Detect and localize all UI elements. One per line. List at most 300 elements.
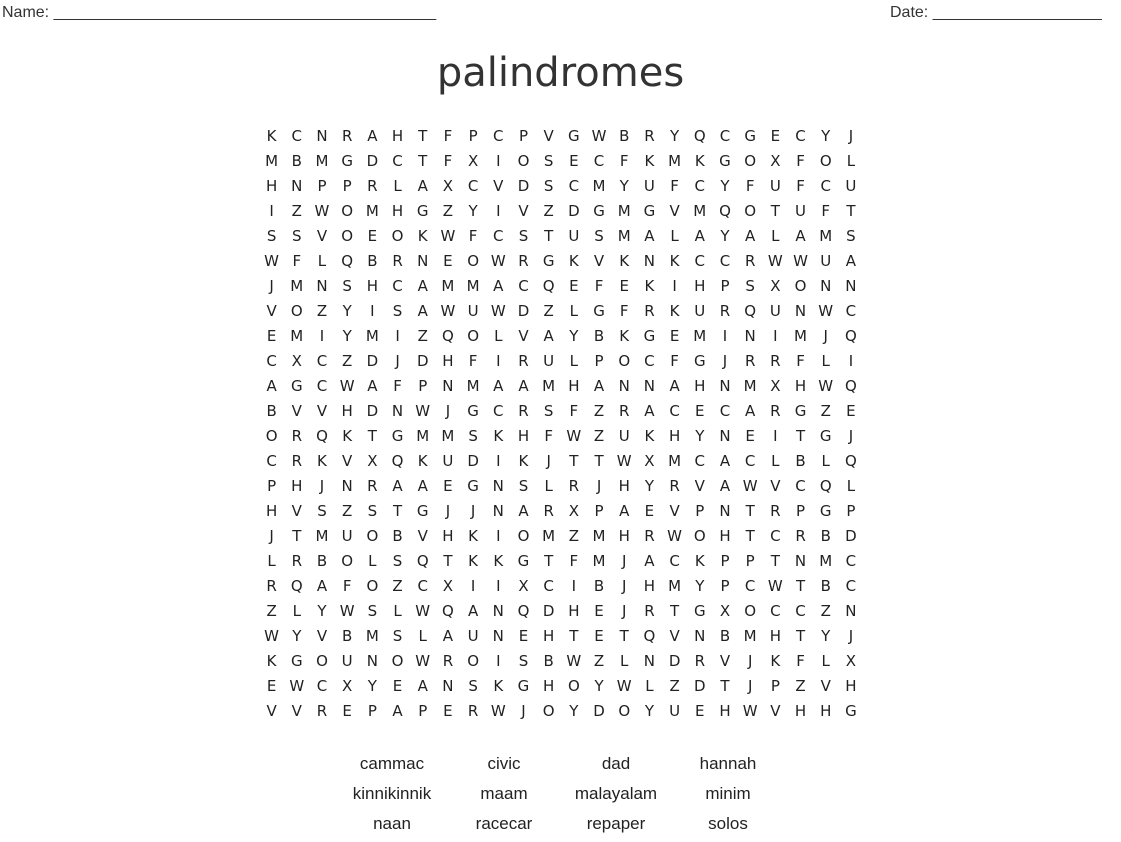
grid-letter[interactable]: I — [496, 452, 501, 470]
grid-letter[interactable]: K — [493, 677, 504, 695]
grid-letter[interactable]: U — [643, 177, 655, 195]
grid-letter[interactable]: Q — [290, 577, 303, 595]
grid-letter[interactable]: H — [543, 627, 555, 645]
grid-letter[interactable]: Y — [569, 327, 579, 345]
grid-letter[interactable]: N — [492, 502, 504, 520]
grid-letter[interactable]: V — [669, 202, 680, 220]
grid-letter[interactable]: H — [517, 427, 530, 445]
grid-letter[interactable]: M — [668, 152, 682, 170]
grid-letter[interactable]: N — [316, 127, 328, 145]
grid-letter[interactable]: M — [617, 227, 631, 245]
grid-letter[interactable]: G — [744, 127, 756, 145]
grid-letter[interactable]: S — [468, 427, 478, 445]
grid-letter[interactable]: H — [341, 402, 353, 420]
grid-letter[interactable]: W — [616, 452, 632, 470]
grid-letter[interactable]: N — [794, 552, 807, 570]
grid-letter[interactable]: E — [569, 277, 579, 295]
grid-letter[interactable]: S — [342, 277, 352, 295]
grid-letter[interactable]: E — [619, 277, 629, 295]
grid-letter[interactable]: Y — [644, 702, 654, 720]
grid-letter[interactable]: G — [845, 702, 857, 720]
grid-letter[interactable]: Q — [341, 252, 354, 270]
grid-letter[interactable]: U — [341, 652, 353, 670]
grid-letter[interactable]: N — [442, 377, 454, 395]
grid-letter[interactable]: S — [846, 227, 856, 245]
grid-letter[interactable]: L — [620, 652, 629, 670]
grid-letter[interactable]: C — [694, 252, 706, 270]
grid-letter[interactable]: M — [819, 552, 833, 570]
grid-letter[interactable]: A — [316, 577, 328, 595]
grid-letter[interactable]: R — [341, 127, 353, 145]
grid-letter[interactable]: V — [291, 702, 302, 720]
grid-letter[interactable]: Q — [442, 327, 454, 345]
grid-letter[interactable]: R — [543, 502, 554, 520]
grid-letter[interactable]: V — [543, 127, 554, 145]
grid-letter[interactable]: J — [269, 277, 274, 295]
grid-letter[interactable]: U — [543, 352, 555, 370]
grid-letter[interactable]: D — [517, 177, 530, 195]
grid-letter[interactable]: R — [770, 402, 781, 420]
grid-letter[interactable]: G — [593, 302, 605, 320]
grid-letter[interactable]: U — [820, 252, 832, 270]
grid-letter[interactable]: B — [367, 252, 378, 270]
grid-letter[interactable]: M — [365, 327, 379, 345]
grid-letter[interactable]: P — [745, 552, 755, 570]
grid-letter[interactable]: X — [770, 152, 781, 170]
grid-letter[interactable]: W — [415, 602, 431, 620]
grid-letter[interactable]: M — [466, 377, 480, 395]
grid-letter[interactable]: W — [742, 477, 758, 495]
grid-letter[interactable]: U — [568, 227, 580, 245]
grid-letter[interactable]: H — [391, 127, 404, 145]
grid-letter[interactable]: A — [417, 177, 428, 195]
grid-letter[interactable]: J — [521, 702, 526, 720]
grid-letter[interactable]: R — [719, 302, 731, 320]
grid-letter[interactable]: M — [265, 152, 279, 170]
grid-letter[interactable]: T — [770, 552, 780, 570]
grid-letter[interactable]: G — [693, 602, 706, 620]
grid-letter[interactable]: L — [821, 452, 830, 470]
grid-letter[interactable]: A — [392, 477, 403, 495]
grid-letter[interactable]: R — [291, 427, 302, 445]
grid-letter[interactable]: O — [794, 277, 807, 295]
grid-letter[interactable]: C — [543, 577, 554, 595]
grid-letter[interactable]: L — [267, 552, 276, 570]
grid-letter[interactable]: D — [845, 527, 857, 545]
grid-letter[interactable]: J — [395, 352, 400, 370]
grid-letter[interactable]: I — [496, 577, 501, 595]
grid-letter[interactable]: E — [594, 627, 604, 645]
grid-letter[interactable]: G — [517, 677, 530, 695]
grid-letter[interactable]: O — [366, 527, 379, 545]
grid-letter[interactable]: M — [819, 227, 833, 245]
grid-letter[interactable]: O — [290, 302, 303, 320]
grid-letter[interactable]: C — [669, 402, 680, 420]
grid-letter[interactable]: Y — [317, 602, 327, 620]
grid-letter[interactable]: S — [392, 552, 403, 570]
grid-letter[interactable]: Q — [391, 452, 404, 470]
grid-letter[interactable]: A — [417, 302, 428, 320]
grid-letter[interactable]: W — [742, 702, 758, 720]
grid-letter[interactable]: G — [341, 152, 353, 170]
grid-letter[interactable]: U — [467, 302, 479, 320]
grid-letter[interactable]: V — [518, 327, 529, 345]
grid-letter[interactable]: R — [367, 477, 378, 495]
grid-letter[interactable]: F — [619, 302, 629, 320]
grid-letter[interactable]: H — [845, 677, 857, 695]
grid-letter[interactable]: M — [542, 377, 556, 395]
grid-letter[interactable]: C — [770, 602, 781, 620]
grid-letter[interactable]: R — [744, 352, 756, 370]
grid-letter[interactable]: Z — [291, 202, 302, 220]
grid-letter[interactable]: E — [443, 477, 453, 495]
grid-letter[interactable]: G — [643, 202, 656, 220]
grid-letter[interactable]: O — [467, 327, 479, 345]
grid-letter[interactable]: S — [392, 302, 403, 320]
grid-letter[interactable]: B — [266, 402, 277, 420]
grid-letter[interactable]: P — [418, 702, 428, 720]
grid-letter[interactable]: B — [619, 127, 630, 145]
grid-letter[interactable]: G — [517, 552, 530, 570]
grid-letter[interactable]: T — [443, 552, 453, 570]
grid-letter[interactable]: C — [467, 177, 479, 195]
grid-letter[interactable]: A — [417, 277, 428, 295]
grid-letter[interactable]: O — [618, 352, 631, 370]
grid-letter[interactable]: V — [316, 227, 328, 245]
grid-letter[interactable]: C — [820, 177, 831, 195]
grid-letter[interactable]: Z — [669, 677, 680, 695]
grid-letter[interactable]: R — [644, 127, 655, 145]
grid-letter[interactable]: Z — [820, 402, 831, 420]
grid-letter[interactable]: I — [370, 302, 375, 320]
grid-letter[interactable]: N — [492, 477, 504, 495]
grid-letter[interactable]: N — [492, 602, 504, 620]
grid-letter[interactable]: B — [316, 552, 328, 570]
grid-letter[interactable]: C — [845, 552, 857, 570]
grid-letter[interactable]: E — [443, 702, 453, 720]
grid-letter[interactable]: H — [391, 202, 404, 220]
grid-letter[interactable]: O — [341, 202, 354, 220]
grid-letter[interactable]: R — [644, 602, 655, 620]
grid-letter[interactable]: W — [289, 677, 305, 695]
grid-letter[interactable]: T — [569, 452, 579, 470]
grid-letter[interactable]: D — [517, 302, 530, 320]
grid-letter[interactable]: S — [543, 177, 554, 195]
grid-letter[interactable]: F — [796, 177, 805, 195]
grid-letter[interactable]: J — [848, 627, 854, 645]
grid-letter[interactable]: T — [418, 127, 428, 145]
grid-letter[interactable]: R — [644, 302, 655, 320]
grid-letter[interactable]: B — [392, 527, 403, 545]
grid-letter[interactable]: A — [392, 702, 403, 720]
grid-letter[interactable]: V — [316, 627, 328, 645]
grid-letter[interactable]: W — [339, 377, 355, 395]
grid-letter[interactable]: I — [773, 327, 778, 345]
grid-letter[interactable]: O — [693, 527, 706, 545]
grid-letter[interactable]: M — [290, 277, 304, 295]
grid-letter[interactable]: C — [392, 152, 403, 170]
grid-letter[interactable]: W — [314, 202, 330, 220]
grid-letter[interactable]: W — [793, 252, 808, 270]
grid-letter[interactable]: C — [493, 127, 504, 145]
grid-letter[interactable]: P — [468, 127, 478, 145]
grid-letter[interactable]: B — [543, 652, 554, 670]
grid-letter[interactable]: M — [365, 627, 379, 645]
grid-letter[interactable]: O — [366, 577, 379, 595]
grid-letter[interactable]: W — [440, 227, 456, 245]
grid-letter[interactable]: L — [670, 227, 679, 245]
grid-letter[interactable]: I — [496, 527, 501, 545]
grid-letter[interactable]: F — [544, 427, 553, 445]
grid-letter[interactable]: Y — [695, 577, 705, 595]
grid-letter[interactable]: A — [266, 377, 277, 395]
grid-letter[interactable]: K — [770, 652, 781, 670]
grid-letter[interactable]: V — [770, 477, 781, 495]
grid-letter[interactable]: C — [493, 402, 504, 420]
grid-letter[interactable]: C — [644, 352, 655, 370]
grid-letter[interactable]: K — [493, 552, 504, 570]
grid-letter[interactable]: G — [643, 327, 656, 345]
grid-letter[interactable]: A — [417, 477, 428, 495]
grid-letter[interactable]: S — [745, 277, 755, 295]
grid-letter[interactable]: T — [544, 227, 554, 245]
grid-letter[interactable]: G — [467, 477, 479, 495]
grid-letter[interactable]: R — [291, 452, 302, 470]
grid-letter[interactable]: O — [341, 227, 354, 245]
grid-letter[interactable]: G — [391, 427, 404, 445]
grid-letter[interactable]: K — [417, 452, 428, 470]
grid-letter[interactable]: M — [743, 627, 757, 645]
grid-letter[interactable]: X — [770, 377, 781, 395]
grid-letter[interactable]: N — [694, 627, 706, 645]
grid-letter[interactable]: M — [365, 202, 379, 220]
grid-letter[interactable]: W — [767, 577, 783, 595]
grid-letter[interactable]: E — [266, 327, 277, 345]
grid-letter[interactable]: X — [467, 152, 479, 170]
grid-letter[interactable]: W — [566, 652, 582, 670]
grid-letter[interactable]: F — [745, 177, 755, 195]
grid-letter[interactable]: F — [821, 202, 831, 220]
grid-letter[interactable]: B — [291, 152, 302, 170]
grid-letter[interactable]: G — [542, 252, 555, 270]
grid-letter[interactable]: C — [493, 227, 504, 245]
grid-letter[interactable]: F — [670, 352, 679, 370]
grid-letter[interactable]: O — [517, 527, 530, 545]
grid-letter[interactable]: I — [848, 352, 854, 370]
grid-letter[interactable]: E — [695, 402, 705, 420]
grid-letter[interactable]: S — [292, 227, 302, 245]
grid-letter[interactable]: T — [770, 202, 780, 220]
grid-letter[interactable]: K — [619, 327, 630, 345]
grid-letter[interactable]: W — [415, 652, 431, 670]
grid-letter[interactable]: M — [592, 527, 606, 545]
grid-letter[interactable]: S — [468, 677, 478, 695]
grid-letter[interactable]: S — [317, 502, 327, 520]
grid-letter[interactable]: L — [569, 302, 579, 320]
grid-letter[interactable]: H — [618, 477, 630, 495]
grid-letter[interactable]: T — [846, 202, 856, 220]
grid-letter[interactable]: M — [441, 277, 455, 295]
grid-letter[interactable]: E — [669, 327, 680, 345]
grid-letter[interactable]: A — [694, 227, 705, 245]
grid-letter[interactable]: F — [468, 352, 478, 370]
grid-letter[interactable]: P — [770, 677, 780, 695]
grid-letter[interactable]: K — [518, 452, 529, 470]
grid-letter[interactable]: O — [265, 427, 278, 445]
grid-letter[interactable]: N — [291, 177, 303, 195]
grid-letter[interactable]: B — [795, 452, 806, 470]
grid-letter[interactable]: O — [341, 552, 354, 570]
grid-letter[interactable]: O — [542, 702, 555, 720]
grid-letter[interactable]: U — [795, 202, 807, 220]
grid-letter[interactable]: N — [643, 377, 656, 395]
grid-letter[interactable]: I — [496, 352, 501, 370]
grid-letter[interactable]: S — [594, 227, 604, 245]
grid-letter[interactable]: G — [819, 502, 832, 520]
grid-letter[interactable]: C — [568, 177, 580, 195]
grid-letter[interactable]: G — [290, 652, 303, 670]
grid-letter[interactable]: K — [694, 552, 705, 570]
grid-letter[interactable]: Y — [292, 627, 302, 645]
grid-letter[interactable]: W — [566, 427, 582, 445]
grid-letter[interactable]: X — [442, 577, 454, 595]
grid-letter[interactable]: G — [290, 377, 303, 395]
grid-letter[interactable]: N — [719, 427, 731, 445]
grid-letter[interactable]: G — [693, 352, 706, 370]
grid-letter[interactable]: L — [846, 152, 856, 170]
grid-letter[interactable]: W — [667, 527, 683, 545]
grid-letter[interactable]: M — [592, 552, 606, 570]
grid-letter[interactable]: U — [769, 177, 781, 195]
grid-letter[interactable]: L — [368, 552, 377, 570]
grid-letter[interactable]: T — [795, 427, 806, 445]
grid-letter[interactable]: A — [719, 477, 731, 495]
grid-letter[interactable]: F — [292, 252, 302, 270]
grid-letter[interactable]: T — [795, 577, 806, 595]
grid-letter[interactable]: M — [315, 152, 329, 170]
grid-letter[interactable]: O — [744, 152, 757, 170]
grid-letter[interactable]: G — [593, 202, 605, 220]
grid-letter[interactable]: R — [266, 577, 277, 595]
grid-letter[interactable]: T — [745, 527, 755, 545]
grid-letter[interactable]: A — [719, 452, 731, 470]
grid-letter[interactable]: F — [796, 152, 805, 170]
grid-letter[interactable]: Q — [719, 202, 731, 220]
grid-letter[interactable]: K — [468, 552, 479, 570]
grid-letter[interactable]: V — [266, 702, 277, 720]
grid-letter[interactable]: E — [342, 702, 352, 720]
grid-letter[interactable]: C — [593, 152, 605, 170]
grid-letter[interactable]: I — [496, 152, 501, 170]
grid-letter[interactable]: C — [316, 377, 328, 395]
grid-letter[interactable]: N — [845, 277, 857, 295]
grid-letter[interactable]: D — [668, 652, 681, 670]
grid-letter[interactable]: I — [496, 202, 501, 220]
grid-letter[interactable]: G — [794, 402, 807, 420]
grid-letter[interactable]: I — [773, 427, 778, 445]
grid-letter[interactable]: R — [669, 477, 680, 495]
grid-letter[interactable]: A — [493, 277, 504, 295]
grid-letter[interactable]: M — [542, 527, 556, 545]
grid-letter[interactable]: R — [694, 652, 705, 670]
grid-letter[interactable]: Q — [845, 452, 857, 470]
grid-letter[interactable]: V — [669, 502, 680, 520]
grid-letter[interactable]: E — [644, 502, 655, 520]
grid-letter[interactable]: A — [745, 402, 756, 420]
grid-letter[interactable]: N — [643, 652, 656, 670]
grid-letter[interactable]: T — [392, 502, 403, 520]
grid-letter[interactable]: M — [617, 202, 631, 220]
grid-letter[interactable]: F — [594, 277, 604, 295]
grid-letter[interactable]: K — [266, 127, 277, 145]
grid-letter[interactable]: L — [317, 252, 327, 270]
grid-letter[interactable]: P — [796, 502, 806, 520]
grid-letter[interactable]: H — [568, 602, 580, 620]
grid-letter[interactable]: A — [593, 377, 605, 395]
grid-letter[interactable]: J — [848, 127, 854, 145]
grid-letter[interactable]: D — [366, 152, 379, 170]
grid-letter[interactable]: D — [568, 202, 580, 220]
grid-letter[interactable]: J — [445, 502, 451, 520]
grid-letter[interactable]: A — [442, 627, 454, 645]
grid-letter[interactable]: M — [315, 527, 329, 545]
grid-letter[interactable]: K — [493, 427, 504, 445]
grid-letter[interactable]: M — [668, 452, 682, 470]
grid-letter[interactable]: V — [593, 252, 605, 270]
grid-letter[interactable]: F — [569, 552, 579, 570]
grid-letter[interactable]: Z — [568, 527, 579, 545]
grid-letter[interactable]: R — [744, 252, 756, 270]
grid-letter[interactable]: M — [743, 377, 757, 395]
grid-letter[interactable]: A — [518, 502, 529, 520]
grid-letter[interactable]: C — [266, 452, 277, 470]
grid-letter[interactable]: T — [594, 452, 604, 470]
grid-letter[interactable]: U — [618, 427, 630, 445]
grid-letter[interactable]: H — [694, 377, 706, 395]
grid-letter[interactable]: H — [265, 177, 278, 195]
grid-letter[interactable]: R — [442, 652, 454, 670]
grid-letter[interactable]: Z — [543, 302, 554, 320]
grid-letter[interactable]: C — [266, 352, 277, 370]
grid-letter[interactable]: H — [291, 477, 303, 495]
grid-letter[interactable]: N — [820, 277, 832, 295]
grid-letter[interactable]: E — [594, 602, 604, 620]
grid-letter[interactable]: Z — [266, 602, 277, 620]
grid-letter[interactable]: C — [845, 577, 857, 595]
grid-letter[interactable]: E — [367, 227, 378, 245]
grid-letter[interactable]: V — [266, 302, 277, 320]
grid-letter[interactable]: P — [267, 477, 277, 495]
grid-letter[interactable]: T — [745, 502, 755, 520]
grid-letter[interactable]: Q — [316, 427, 328, 445]
grid-letter[interactable]: H — [794, 377, 807, 395]
grid-letter[interactable]: A — [795, 227, 806, 245]
grid-letter[interactable]: O — [744, 602, 757, 620]
grid-letter[interactable]: F — [796, 652, 805, 670]
grid-letter[interactable]: N — [744, 327, 756, 345]
grid-letter[interactable]: R — [795, 527, 806, 545]
grid-letter[interactable]: Z — [316, 302, 328, 320]
grid-letter[interactable]: B — [593, 327, 605, 345]
grid-letter[interactable]: P — [317, 177, 327, 195]
grid-letter[interactable]: N — [794, 302, 807, 320]
grid-letter[interactable]: C — [770, 527, 781, 545]
grid-letter[interactable]: D — [694, 677, 706, 695]
grid-letter[interactable]: W — [490, 252, 506, 270]
grid-letter[interactable]: S — [543, 402, 554, 420]
grid-letter[interactable]: T — [670, 602, 680, 620]
grid-letter[interactable]: R — [291, 552, 302, 570]
